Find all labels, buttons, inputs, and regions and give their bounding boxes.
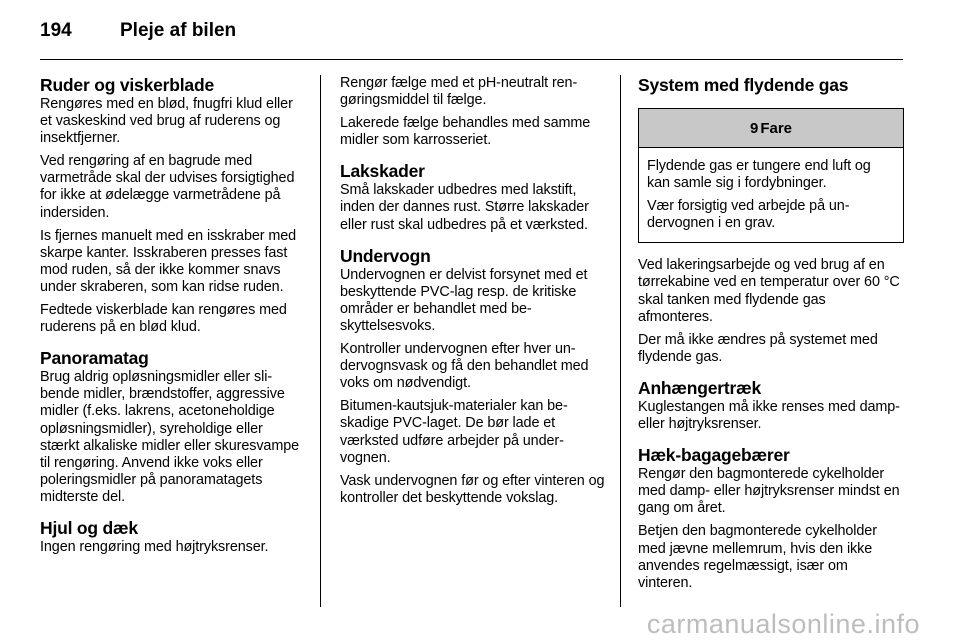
paragraph: Små lakskader udbedres med lakstift, inden der dannes rust. Større lakskader eller rust skal udbedres på et værksted.	[340, 182, 589, 233]
paragraph: Undervognen er delvist forsynet med et beskyttende PVC-lag resp. de kritiske områder er behandlet med beskyttelsesvoks.	[340, 266, 588, 334]
section-heading: Undervogn	[340, 245, 431, 266]
section-hjul	[40, 518, 306, 556]
paragraph: Vask undervognen før og efter vinteren og kontroller det beskyttende vokslag.	[340, 472, 605, 506]
danger-box	[638, 108, 904, 243]
paragraph: Betjen den bagmonterede cykelholder med jævne mellemrum, hvis den ikke anvendes regelmæssigt, især om vinteren.	[638, 523, 877, 591]
paragraph: Rengør fælge med et pH-neutralt rengøringsmiddel til fælge.	[340, 75, 578, 109]
danger-header	[639, 109, 903, 148]
header-rule	[40, 59, 903, 60]
paragraph: Fedtede viskerblade kan rengøres med ruderens på en blød klud.	[40, 302, 287, 336]
page-number: 194	[40, 20, 72, 41]
page-title: Pleje af bilen	[120, 20, 237, 41]
danger-label: Fare	[760, 119, 793, 137]
section-heading: Panoramatag	[40, 348, 149, 369]
paragraph: Is fjernes manuelt med en isskraber med skarpe kanter. Isskraberen presses fast mod ruden, så der ikke kommer snavs under skraberen, som kan ridse ruden.	[40, 227, 297, 295]
paragraph: Ingen rengøring med højtryksrenser.	[40, 538, 269, 555]
section-heading: Hjul og dæk	[40, 517, 138, 538]
paragraph: Flydende gas er tungere end luft og kan samle sig i fordybninger.	[647, 158, 871, 192]
section-anhaenger	[638, 378, 904, 433]
page-header	[40, 20, 236, 46]
section-heading: Hæk-bagagebærer	[638, 445, 790, 466]
section-heading: System med flydende gas	[638, 75, 849, 95]
paragraph: Kontroller undervognen efter hver undervognsvask og få den behandlet med voks om nødvendigt.	[340, 341, 589, 392]
section-ruder	[40, 75, 306, 336]
paragraph: Ved lakeringsarbejde og ved brug af en tørrekabine ved en temperatur over 60 °C skal tanken med flydende gas afmonteres.	[638, 257, 900, 325]
column-3	[638, 75, 904, 598]
paragraph: Rengør den bagmonterede cykelholder med damp- eller højtryksrenser mindst en gang om året.	[638, 466, 900, 517]
watermark: carmanualsonline.info	[646, 609, 920, 639]
column-1	[40, 75, 306, 562]
section-faelge	[340, 75, 606, 149]
paragraph: Rengøres med en blød, fnugfri klud eller et vaskeskind ved brug af ruderens og insektfjerner.	[40, 96, 293, 147]
paragraph: Brug aldrig opløsningsmidler eller slibende midler, brændstoffer, aggressive midler (f.eks. lakrens, acetoneholdige opløsningsmidler), syreholdige eller stærkt alkaliske midler eller skuresvampe til rengøring. Anvend ikke voks eller poleringsmidler på panoramatagets midterste del.	[40, 369, 300, 505]
paragraph: Lakerede fælge behandles med samme midler som karrosseriet.	[340, 115, 591, 149]
warning-icon: 9	[749, 119, 759, 137]
column-divider-1	[320, 75, 321, 607]
paragraph: Vær forsigtig ved arbejde på undervognen i en grav.	[647, 198, 850, 232]
section-haek	[638, 445, 904, 592]
section-undervogn	[340, 246, 606, 507]
danger-body	[639, 148, 903, 242]
paragraph: Bitumen-kautsjuk-materialer kan beskadige PVC-laget. De bør lade et værksted udføre arbejder på undervognen.	[340, 398, 568, 466]
column-2	[340, 75, 606, 513]
paragraph: Ved rengøring af en bagrude med varmetråde skal der udvises forsigtighed for ikke at ødelægge varmetrådene på indersiden.	[40, 153, 295, 221]
paragraph: Kuglestangen må ikke renses med damp- eller højtryksrenser.	[638, 398, 900, 433]
section-gas	[638, 75, 904, 366]
section-lakskader	[340, 161, 606, 233]
section-panoramatag	[40, 348, 306, 506]
section-heading: Ruder og viskerblade	[40, 75, 214, 95]
section-heading: Lakskader	[340, 161, 425, 182]
section-heading: Anhængertræk	[638, 377, 762, 398]
paragraph: Der må ikke ændres på systemet med flydende gas.	[638, 331, 878, 365]
column-divider-2	[620, 75, 621, 607]
